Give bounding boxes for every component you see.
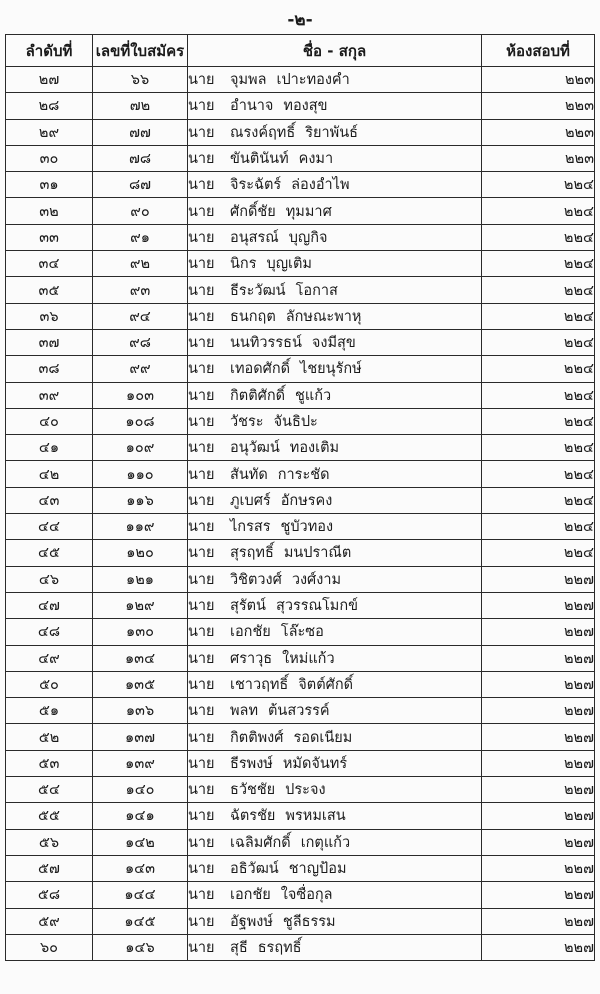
exam-room-cell: ๒๒๔ bbox=[482, 514, 595, 540]
table-row bbox=[6, 251, 595, 277]
last-name: สุวรรณโมกข์ bbox=[275, 598, 359, 615]
name-title: นาย bbox=[188, 939, 215, 956]
exam-room-cell: ๒๒๓ bbox=[482, 67, 595, 93]
table-row bbox=[6, 803, 595, 829]
name-title: นาย bbox=[188, 335, 215, 352]
exam-room-cell: ๒๒๗ bbox=[482, 908, 595, 934]
first-name: ธนกฤต bbox=[230, 308, 276, 325]
name-title: นาย bbox=[188, 282, 215, 299]
seq-cell: ๔๖ bbox=[6, 566, 93, 592]
name-title: นาย bbox=[188, 545, 215, 562]
first-name: ณรงค์ฤทธิ์ bbox=[230, 124, 296, 141]
exam-room-cell: ๒๒๗ bbox=[482, 750, 595, 776]
exam-room-cell: ๒๒๔ bbox=[482, 382, 595, 408]
seq-cell: ๕๒ bbox=[6, 724, 93, 750]
application-number-cell: ๑๓๗ bbox=[93, 724, 188, 750]
application-number-cell: ๙๐ bbox=[93, 198, 188, 224]
exam-room-cell: ๒๒๔ bbox=[482, 172, 595, 198]
exam-roster-table bbox=[5, 34, 595, 961]
name-title: นาย bbox=[188, 72, 215, 89]
table-row bbox=[6, 224, 595, 250]
last-name: โล๊ะซอ bbox=[280, 624, 324, 641]
table-body bbox=[6, 67, 595, 961]
header-row bbox=[6, 35, 595, 67]
seq-cell: ๒๙ bbox=[6, 119, 93, 145]
seq-cell: ๕๙ bbox=[6, 908, 93, 934]
name-cell bbox=[188, 198, 482, 224]
name-cell bbox=[188, 750, 482, 776]
last-name: ริยาพันธ์ bbox=[305, 124, 358, 141]
name-cell bbox=[188, 224, 482, 250]
last-name: ใจซื่อกุล bbox=[280, 887, 333, 904]
last-name: ล่องอำไพ bbox=[291, 177, 350, 194]
first-name: สุธี bbox=[230, 939, 248, 956]
exam-room-cell: ๒๒๔ bbox=[482, 540, 595, 566]
seq-cell: ๕๗ bbox=[6, 855, 93, 881]
exam-room-cell: ๒๒๗ bbox=[482, 882, 595, 908]
name-title: นาย bbox=[188, 308, 215, 325]
first-name: นิกร bbox=[230, 256, 257, 273]
first-name: เชาวฤทธิ์ bbox=[230, 676, 289, 693]
first-name: ฉัตรชัย bbox=[230, 808, 276, 825]
last-name: จันธิปะ bbox=[273, 414, 318, 430]
application-number-cell: ๗๗ bbox=[93, 119, 188, 145]
exam-room-cell: ๒๒๓ bbox=[482, 145, 595, 171]
name-cell bbox=[188, 277, 482, 303]
table-row bbox=[6, 750, 595, 776]
name-cell bbox=[188, 882, 482, 908]
application-number-cell: ๖๖ bbox=[93, 67, 188, 93]
application-number-cell: ๘๗ bbox=[93, 172, 188, 198]
application-number-cell: ๑๐๙ bbox=[93, 435, 188, 461]
table-row bbox=[6, 882, 595, 908]
seq-cell: ๔๙ bbox=[6, 645, 93, 671]
name-title: นาย bbox=[188, 361, 215, 378]
table-row bbox=[6, 566, 595, 592]
last-name: การะชัด bbox=[277, 466, 330, 483]
seq-cell: ๒๘ bbox=[6, 93, 93, 119]
last-name: ลักษณะพาหุ bbox=[285, 308, 362, 325]
application-number-cell: ๑๓๐ bbox=[93, 619, 188, 645]
seq-cell: ๓๓ bbox=[6, 224, 93, 250]
name-title: นาย bbox=[188, 729, 215, 746]
name-cell bbox=[188, 803, 482, 829]
application-number-cell: ๑๓๖ bbox=[93, 698, 188, 724]
name-cell bbox=[188, 382, 482, 408]
name-title: นาย bbox=[188, 834, 215, 851]
table-row bbox=[6, 172, 595, 198]
last-name: ต้นสวรรค์ bbox=[268, 703, 330, 720]
name-cell bbox=[188, 251, 482, 277]
exam-room-cell: ๒๒๗ bbox=[482, 566, 595, 592]
table-row bbox=[6, 540, 595, 566]
name-cell bbox=[188, 145, 482, 171]
exam-room-cell: ๒๒๔ bbox=[482, 461, 595, 487]
application-number-cell: ๙๔ bbox=[93, 303, 188, 329]
last-name: จงมีสุข bbox=[311, 335, 356, 352]
first-name: อนุวัฒน์ bbox=[230, 440, 280, 457]
name-cell bbox=[188, 461, 482, 487]
last-name: ทองเติม bbox=[289, 440, 340, 457]
application-number-cell: ๑๑๐ bbox=[93, 461, 188, 487]
table-row bbox=[6, 145, 595, 171]
name-cell bbox=[188, 829, 482, 855]
name-title: นาย bbox=[188, 519, 215, 536]
seq-cell: ๓๘ bbox=[6, 356, 93, 382]
first-name: จุมพล bbox=[230, 72, 267, 89]
exam-room-cell: ๒๒๔ bbox=[482, 435, 595, 461]
seq-cell: ๓๗ bbox=[6, 329, 93, 355]
last-name: รอดเนียม bbox=[293, 729, 353, 746]
table-row bbox=[6, 645, 595, 671]
table-row bbox=[6, 829, 595, 855]
seq-cell: ๖๐ bbox=[6, 934, 93, 960]
exam-room-cell: ๒๒๗ bbox=[482, 855, 595, 881]
seq-cell: ๓๕ bbox=[6, 277, 93, 303]
first-name: กิตติศักดิ์ bbox=[230, 387, 286, 404]
header-name: ชื่อ - สกุล bbox=[188, 35, 482, 67]
seq-cell: ๔๔ bbox=[6, 514, 93, 540]
name-cell bbox=[188, 172, 482, 198]
first-name: จิระฉัตร์ bbox=[230, 177, 282, 194]
application-number-cell: ๑๔๐ bbox=[93, 777, 188, 803]
last-name: ทองสุข bbox=[283, 98, 328, 115]
application-number-cell: ๑๔๕ bbox=[93, 908, 188, 934]
page-number: -๒- bbox=[287, 10, 313, 30]
name-title: นาย bbox=[188, 676, 215, 693]
header-exam-room: ห้องสอบที่ bbox=[482, 35, 595, 67]
exam-room-cell: ๒๒๗ bbox=[482, 671, 595, 697]
last-name: วงศ์งาม bbox=[291, 571, 342, 588]
table-row bbox=[6, 119, 595, 145]
name-cell bbox=[188, 645, 482, 671]
name-cell bbox=[188, 487, 482, 513]
table-row bbox=[6, 67, 595, 93]
name-cell bbox=[188, 619, 482, 645]
header-application-number: เลขที่ใบสมัคร bbox=[93, 35, 188, 67]
exam-room-cell: ๒๒๗ bbox=[482, 934, 595, 960]
exam-room-cell: ๒๒๔ bbox=[482, 224, 595, 250]
table-row bbox=[6, 619, 595, 645]
last-name: บุญเติม bbox=[266, 256, 312, 273]
first-name: ขันตินันท์ bbox=[230, 151, 289, 168]
exam-room-cell: ๒๒๔ bbox=[482, 251, 595, 277]
name-cell bbox=[188, 408, 482, 434]
seq-cell: ๕๐ bbox=[6, 671, 93, 697]
application-number-cell: ๙๒ bbox=[93, 251, 188, 277]
name-title: นาย bbox=[188, 571, 215, 588]
name-cell bbox=[188, 724, 482, 750]
table-row bbox=[6, 777, 595, 803]
exam-room-cell: ๒๒๔ bbox=[482, 198, 595, 224]
first-name: เอกชัย bbox=[230, 887, 271, 904]
name-cell bbox=[188, 303, 482, 329]
application-number-cell: ๑๐๓ bbox=[93, 382, 188, 408]
name-cell bbox=[188, 566, 482, 592]
seq-cell: ๒๗ bbox=[6, 67, 93, 93]
name-title: นาย bbox=[188, 466, 215, 483]
table-row bbox=[6, 908, 595, 934]
header-seq: ลำดับที่ bbox=[6, 35, 93, 67]
seq-cell: ๕๕ bbox=[6, 803, 93, 829]
name-cell bbox=[188, 93, 482, 119]
application-number-cell: ๑๔๓ bbox=[93, 855, 188, 881]
first-name: ธีรพงษ์ bbox=[230, 755, 273, 772]
seq-cell: ๔๑ bbox=[6, 435, 93, 461]
table-row bbox=[6, 487, 595, 513]
name-cell bbox=[188, 698, 482, 724]
application-number-cell: ๑๓๙ bbox=[93, 750, 188, 776]
name-cell bbox=[188, 356, 482, 382]
table-row bbox=[6, 93, 595, 119]
last-name: ชูลีธรรม bbox=[282, 913, 336, 930]
last-name: โอกาส bbox=[295, 282, 338, 299]
first-name: ภูเบศร์ bbox=[230, 492, 271, 509]
last-name: ประจง bbox=[285, 782, 326, 799]
exam-room-cell: ๒๒๔ bbox=[482, 329, 595, 355]
application-number-cell: ๙๘ bbox=[93, 329, 188, 355]
application-number-cell: ๑๓๕ bbox=[93, 671, 188, 697]
application-number-cell: ๑๔๑ bbox=[93, 803, 188, 829]
table-row bbox=[6, 514, 595, 540]
name-cell bbox=[188, 540, 482, 566]
seq-cell: ๓๙ bbox=[6, 382, 93, 408]
seq-cell: ๕๘ bbox=[6, 882, 93, 908]
application-number-cell: ๑๑๙ bbox=[93, 514, 188, 540]
table-row bbox=[6, 724, 595, 750]
table-row bbox=[6, 671, 595, 697]
name-title: นาย bbox=[188, 887, 215, 904]
exam-room-cell: ๒๒๔ bbox=[482, 487, 595, 513]
last-name: คงมา bbox=[298, 151, 334, 168]
application-number-cell: ๑๑๖ bbox=[93, 487, 188, 513]
exam-room-cell: ๒๒๔ bbox=[482, 356, 595, 382]
name-title: นาย bbox=[188, 177, 215, 194]
exam-room-cell: ๒๒๗ bbox=[482, 619, 595, 645]
seq-cell: ๔๒ bbox=[6, 461, 93, 487]
table-header bbox=[6, 35, 595, 67]
name-title: นาย bbox=[188, 229, 215, 246]
application-number-cell: ๑๔๔ bbox=[93, 882, 188, 908]
table-row bbox=[6, 198, 595, 224]
first-name: วิชิตวงศ์ bbox=[230, 571, 282, 588]
seq-cell: ๕๖ bbox=[6, 829, 93, 855]
first-name: ธีระวัฒน์ bbox=[230, 282, 286, 299]
name-cell bbox=[188, 514, 482, 540]
first-name: อธิวัฒน์ bbox=[230, 861, 279, 878]
first-name: ไกรสร bbox=[230, 519, 271, 536]
application-number-cell: ๑๔๒ bbox=[93, 829, 188, 855]
name-cell bbox=[188, 67, 482, 93]
table-row bbox=[6, 356, 595, 382]
name-title: นาย bbox=[188, 808, 215, 825]
name-cell bbox=[188, 908, 482, 934]
table-row bbox=[6, 435, 595, 461]
table-row bbox=[6, 698, 595, 724]
last-name: ใหม่แก้ว bbox=[282, 650, 335, 667]
name-title: นาย bbox=[188, 440, 215, 457]
name-cell bbox=[188, 435, 482, 461]
name-cell bbox=[188, 855, 482, 881]
name-title: นาย bbox=[188, 913, 215, 930]
last-name: ทุมมาศ bbox=[285, 203, 332, 220]
seq-cell: ๓๒ bbox=[6, 198, 93, 224]
first-name: วัชระ bbox=[230, 414, 264, 430]
exam-room-cell: ๒๒๔ bbox=[482, 277, 595, 303]
seq-cell: ๓๖ bbox=[6, 303, 93, 329]
table-row bbox=[6, 855, 595, 881]
first-name: นนทิวรรธน์ bbox=[230, 335, 302, 352]
last-name: ไชยนุรักษ์ bbox=[300, 361, 362, 378]
name-title: นาย bbox=[188, 755, 215, 772]
first-name: เทอดศักดิ์ bbox=[230, 361, 291, 378]
first-name: สันทัด bbox=[230, 466, 268, 483]
exam-room-cell: ๒๒๔ bbox=[482, 303, 595, 329]
table-row bbox=[6, 461, 595, 487]
exam-room-cell: ๒๒๗ bbox=[482, 724, 595, 750]
name-title: นาย bbox=[188, 598, 215, 615]
table-row bbox=[6, 934, 595, 960]
name-cell bbox=[188, 119, 482, 145]
exam-room-cell: ๒๒๗ bbox=[482, 777, 595, 803]
first-name: สุรฤทธิ์ bbox=[230, 545, 274, 562]
name-title: นาย bbox=[188, 387, 215, 404]
last-name: ธรฤทธิ์ bbox=[257, 939, 302, 956]
exam-room-cell: ๒๒๗ bbox=[482, 698, 595, 724]
first-name: พลท bbox=[230, 703, 259, 720]
first-name: กิตติพงศ์ bbox=[230, 729, 284, 746]
first-name: สุรัตน์ bbox=[230, 598, 266, 615]
seq-cell: ๔๓ bbox=[6, 487, 93, 513]
name-cell bbox=[188, 329, 482, 355]
application-number-cell: ๑๔๖ bbox=[93, 934, 188, 960]
name-cell bbox=[188, 934, 482, 960]
application-number-cell: ๑๐๘ bbox=[93, 408, 188, 434]
last-name: บุญกิจ bbox=[288, 229, 328, 246]
name-title: นาย bbox=[188, 256, 215, 273]
last-name: ชูบัวทอง bbox=[280, 519, 334, 536]
seq-cell: ๕๑ bbox=[6, 698, 93, 724]
seq-cell: ๓๑ bbox=[6, 172, 93, 198]
application-number-cell: ๙๑ bbox=[93, 224, 188, 250]
name-title: นาย bbox=[188, 650, 215, 667]
seq-cell: ๕๔ bbox=[6, 777, 93, 803]
table-row bbox=[6, 382, 595, 408]
last-name: มนปราณีต bbox=[283, 545, 352, 562]
seq-cell: ๓๔ bbox=[6, 251, 93, 277]
name-title: นาย bbox=[188, 782, 215, 799]
first-name: เอกชัย bbox=[230, 624, 271, 641]
first-name: ศราวุธ bbox=[230, 650, 273, 667]
name-title: นาย bbox=[188, 624, 215, 641]
name-cell bbox=[188, 592, 482, 618]
name-cell bbox=[188, 777, 482, 803]
first-name: ธวัชชัย bbox=[230, 782, 276, 799]
seq-cell: ๔๐ bbox=[6, 408, 93, 434]
application-number-cell: ๑๒๐ bbox=[93, 540, 188, 566]
application-number-cell: ๗๘ bbox=[93, 145, 188, 171]
seq-cell: ๔๗ bbox=[6, 592, 93, 618]
name-title: นาย bbox=[188, 492, 215, 509]
first-name: อำนาจ bbox=[230, 98, 274, 115]
exam-room-cell: ๒๒๗ bbox=[482, 645, 595, 671]
application-number-cell: ๑๒๙ bbox=[93, 592, 188, 618]
name-title: นาย bbox=[188, 203, 215, 220]
first-name: เฉลิมศักดิ์ bbox=[230, 834, 291, 851]
table-row bbox=[6, 408, 595, 434]
name-title: นาย bbox=[188, 98, 215, 115]
last-name: เกตุแก้ว bbox=[300, 834, 351, 851]
exam-room-cell: ๒๒๗ bbox=[482, 803, 595, 829]
seq-cell: ๔๘ bbox=[6, 619, 93, 645]
last-name: ชูแก้ว bbox=[295, 387, 332, 404]
exam-room-cell: ๒๒๗ bbox=[482, 829, 595, 855]
last-name: พรหมเสน bbox=[285, 808, 346, 825]
application-number-cell: ๗๒ bbox=[93, 93, 188, 119]
seq-cell: ๔๕ bbox=[6, 540, 93, 566]
last-name: เปาะทองคำ bbox=[276, 72, 350, 89]
table-row bbox=[6, 592, 595, 618]
table-row bbox=[6, 303, 595, 329]
last-name: หมัดจันทร์ bbox=[282, 755, 348, 772]
first-name: อนุสรณ์ bbox=[230, 229, 279, 246]
exam-room-cell: ๒๒๓ bbox=[482, 119, 595, 145]
first-name: ศักดิ์ชัย bbox=[230, 203, 276, 220]
seq-cell: ๓๐ bbox=[6, 145, 93, 171]
name-title: นาย bbox=[188, 861, 215, 878]
name-cell bbox=[188, 671, 482, 697]
last-name: ชาญป้อม bbox=[288, 861, 347, 878]
exam-room-cell: ๒๒๗ bbox=[482, 592, 595, 618]
exam-room-cell: ๒๒๓ bbox=[482, 93, 595, 119]
name-title: นาย bbox=[188, 414, 215, 430]
application-number-cell: ๑๒๑ bbox=[93, 566, 188, 592]
seq-cell: ๕๓ bbox=[6, 750, 93, 776]
application-number-cell: ๑๓๔ bbox=[93, 645, 188, 671]
table-row bbox=[6, 277, 595, 303]
application-number-cell: ๙๙ bbox=[93, 356, 188, 382]
application-number-cell: ๙๓ bbox=[93, 277, 188, 303]
exam-room-cell: ๒๒๔ bbox=[482, 408, 595, 434]
last-name: จิตต์ศักดิ์ bbox=[298, 676, 354, 693]
first-name: อัฐพงษ์ bbox=[230, 913, 273, 930]
name-title: นาย bbox=[188, 151, 215, 168]
last-name: อักษรคง bbox=[280, 492, 333, 509]
table-row bbox=[6, 329, 595, 355]
name-title: นาย bbox=[188, 703, 215, 720]
name-title: นาย bbox=[188, 124, 215, 141]
